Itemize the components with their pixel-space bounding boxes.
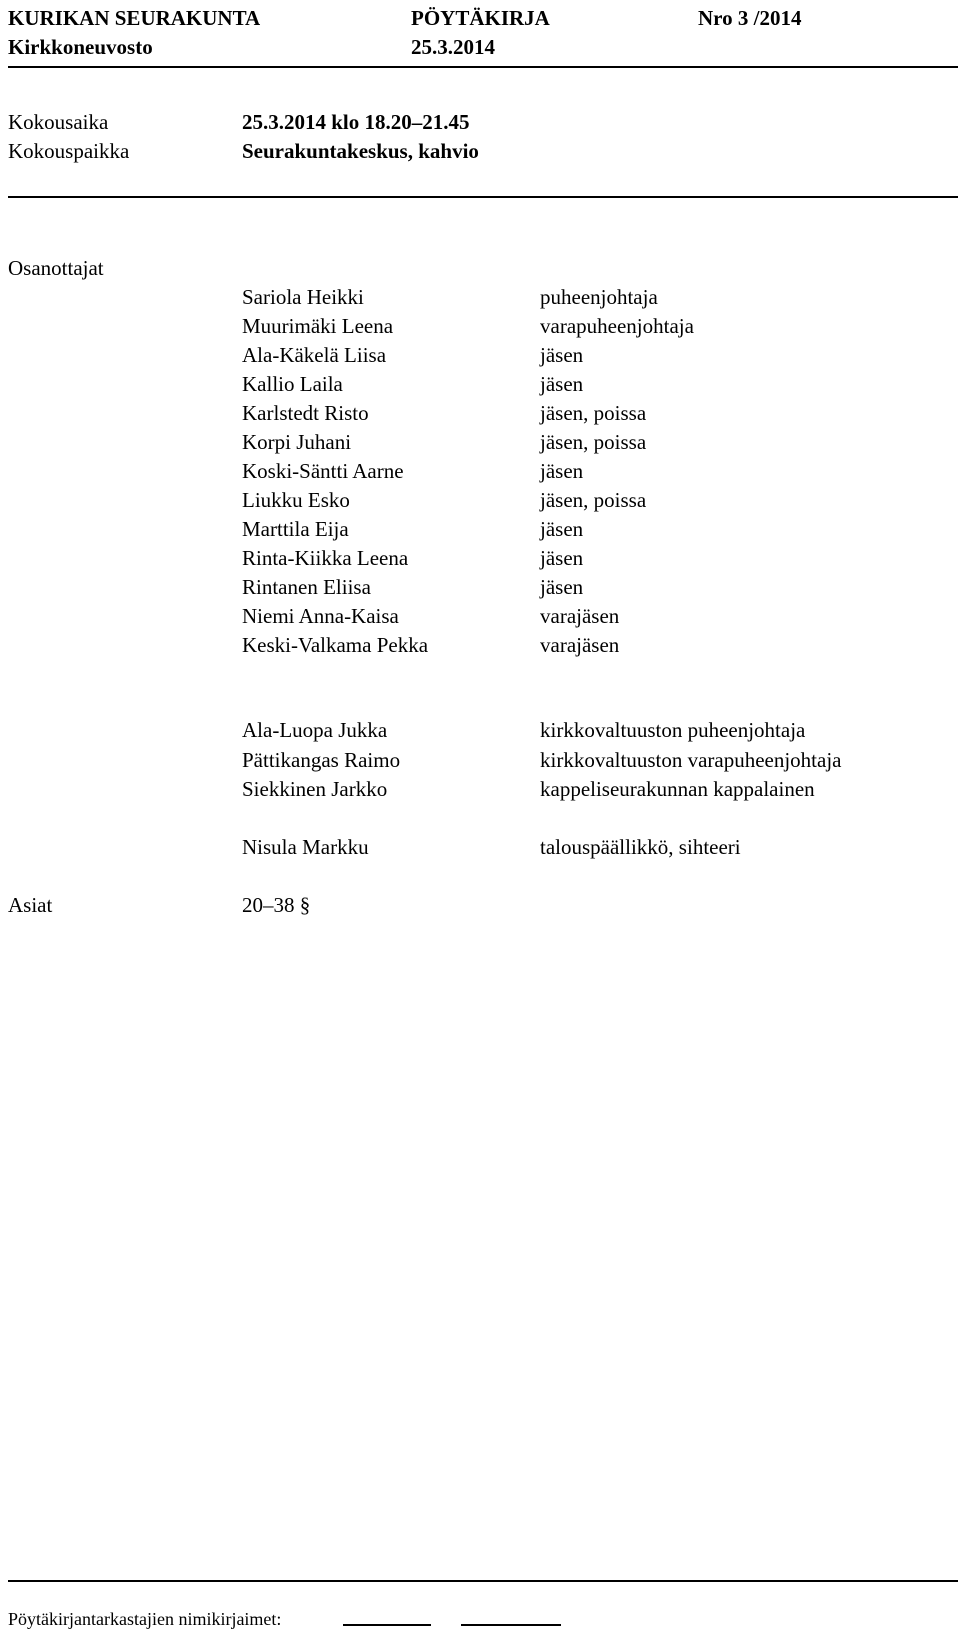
member-role: jäsen [540, 546, 584, 570]
meeting-date: 25.3.2014 [411, 35, 495, 59]
other-role: kirkkovaltuuston puheenjohtaja [540, 718, 806, 742]
document-number: Nro 3 /2014 [698, 6, 802, 30]
document-type: PÖYTÄKIRJA [411, 6, 550, 30]
member-name: Korpi Juhani [242, 430, 352, 454]
member-role: varajäsen [540, 604, 620, 628]
member-name: Sariola Heikki [242, 285, 364, 309]
matters-value: 20–38 § [242, 893, 311, 917]
member-role: jäsen, poissa [540, 401, 647, 425]
meeting-place-label: Kokouspaikka [8, 139, 130, 163]
member-name: Koski-Säntti Aarne [242, 459, 404, 483]
member-role: jäsen [540, 575, 584, 599]
member-name: Rinta-Kiikka Leena [242, 546, 409, 570]
other-name: Siekkinen Jarkko [242, 777, 388, 801]
secretary-role: talouspäällikkö, sihteeri [540, 835, 741, 859]
member-name: Muurimäki Leena [242, 314, 394, 338]
member-name: Liukku Esko [242, 488, 350, 512]
signature-line-1 [343, 1624, 431, 1626]
meeting-time-value: 25.3.2014 klo 18.20–21.45 [242, 110, 470, 134]
parish-name: KURIKAN SEURAKUNTA [8, 6, 261, 30]
member-role: jäsen [540, 459, 584, 483]
member-name: Keski-Valkama Pekka [242, 633, 429, 657]
footer-label: Pöytäkirjantarkastajien nimikirjaimet: [8, 1609, 282, 1629]
other-role: kappeliseurakunnan kappalainen [540, 777, 815, 801]
meeting-time-label: Kokousaika [8, 110, 109, 134]
member-name: Kallio Laila [242, 372, 343, 396]
meeting-place-value: Seurakuntakeskus, kahvio [242, 139, 479, 163]
attendees-label: Osanottajat [8, 256, 104, 280]
member-name: Niemi Anna-Kaisa [242, 604, 399, 628]
member-role: jäsen, poissa [540, 488, 647, 512]
member-name: Ala-Käkelä Liisa [242, 343, 387, 367]
member-name: Karlstedt Risto [242, 401, 369, 425]
member-role: varajäsen [540, 633, 620, 657]
member-role: jäsen [540, 517, 584, 541]
member-name: Marttila Eija [242, 517, 349, 541]
member-name: Rintanen Eliisa [242, 575, 371, 599]
footer-rule [8, 1580, 958, 1582]
secretary-name: Nisula Markku [242, 835, 369, 859]
other-name: Pättikangas Raimo [242, 748, 401, 772]
section-rule [8, 196, 958, 198]
member-role: puheenjohtaja [540, 285, 658, 309]
matters-label: Asiat [8, 893, 53, 917]
other-role: kirkkovaltuuston varapuheenjohtaja [540, 748, 842, 772]
header-rule [8, 66, 958, 68]
signature-line-2 [461, 1624, 561, 1626]
member-role: jäsen [540, 343, 584, 367]
member-role: varapuheenjohtaja [540, 314, 694, 338]
governing-body: Kirkkoneuvosto [8, 35, 153, 59]
member-role: jäsen [540, 372, 584, 396]
member-role: jäsen, poissa [540, 430, 647, 454]
other-name: Ala-Luopa Jukka [242, 718, 388, 742]
